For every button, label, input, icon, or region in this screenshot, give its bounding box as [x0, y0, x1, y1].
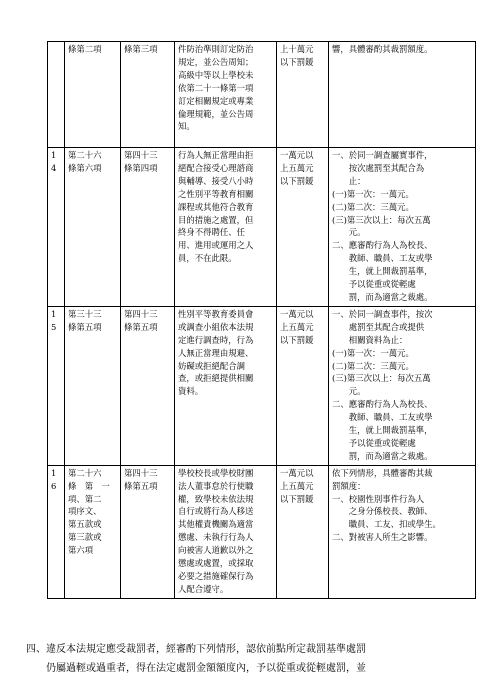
- violation-article-cell: 條第二項: [65, 42, 121, 148]
- penalty-article-cell: 條第三項: [121, 42, 175, 148]
- violation-article-cell: 第二十六 條 第 一 項、第二 項序文、 第五款或 第三款或 第六項: [65, 465, 121, 598]
- violation-behavior-cell: 性別平等教育委員會 或調查小組依本法規 定進行調查時，行為 人無正當理由規避、 妨礙或拒絕配合調 查，或拒絕提供相關 資料。: [175, 306, 277, 465]
- row-number: 15: [48, 306, 65, 465]
- penalty-standard-cell: 一、於同一調查事件，按次 處罰至其配合或提供 相關資料為止： (一)第一次：一萬元。 (二)第二次：三萬元。 (三)第三次以上：每次五萬 元。 二、應審酌行為人為校長、 教師、職員、工友或學 生，就上開裁罰基準， 予以從重或從輕處 罰，而為適當之裁處。: [329, 306, 476, 465]
- table-row: [48, 306, 476, 465]
- penalty-article-cell: 第四十三 條第五項: [121, 306, 175, 465]
- table-row: [48, 42, 476, 148]
- violation-article-cell: 第三十三 條第五項: [65, 306, 121, 465]
- violation-behavior-cell: 學校校長或學校財團 法人董事怠於行使職 權，致學校未依法規 自行或將行為人移送 其他權責機關為適當 懲處、未執行行為人 向被害人道歉以外之 懲處或處置，或採取 必要之措施確保行為 人配合遵守。: [175, 465, 277, 598]
- fine-range-cell: 上十萬元 以下罰鍰: [277, 42, 329, 148]
- paragraph-line: 四、違反本法規定應受裁罰者，經審酌下列情形，認依前點所定裁罰基準處罰: [26, 644, 366, 655]
- fine-range-cell: 一萬元以 上五萬元 以下罰鍰: [277, 306, 329, 465]
- penalty-standard-cell: 依下列情形，具體審酌其裁 罰額度： 一、校園性別事件行為人 之身分係校長、教師、 職員、工友、扣或學生。 二、對被害人所生之影響。: [329, 465, 476, 598]
- table-row: [48, 465, 476, 598]
- row-number: 14: [48, 148, 65, 307]
- penalty-standard-cell: 響，具體審酌其裁罰額度。: [329, 42, 476, 148]
- penalty-article-cell: 第四十三 條第五項: [121, 465, 175, 598]
- violation-article-cell: 第二十六 條第六項: [65, 148, 121, 307]
- row-number: 16: [48, 465, 65, 598]
- fine-range-cell: 一萬元以 上五萬元 以下罰鍰: [277, 465, 329, 598]
- penalty-article-cell: 第四十三 條第四項: [121, 148, 175, 307]
- penalty-standards-table: [47, 41, 476, 599]
- table-row: [48, 148, 476, 307]
- paragraph-line: 仍屬過輕或過重者，得在法定處罰金額額度內，予以從重或從輕處罰，並: [26, 663, 366, 674]
- row-number: [48, 42, 65, 148]
- section-four-paragraph: [26, 640, 476, 678]
- fine-range-cell: 一萬元以 上五萬元 以下罰鍰: [277, 148, 329, 307]
- penalty-standard-cell: 一、於同一調查屬實事件， 按次處罰至其配合為 止： (一)第一次：一萬元。 (二)第二次：三萬元。 (三)第三次以上：每次五萬 元。 二、應審酌行為人為校長、 教師、職員、工友或學 生，就上開裁罰基準， 予以從重或從輕處 罰，而為適當之裁處。: [329, 148, 476, 307]
- violation-behavior-cell: 件防治準則訂定防治 規定，並公告周知； 高級中等以上學校未 依第二十一條第一項 訂定相關規定或專業 倫理規範，並公告周 知。: [175, 42, 277, 148]
- violation-behavior-cell: 行為人無正當理由拒 絕配合接受心理諮商 與輔導、接受八小時 之性別平等教育相關 課程或其他符合教育 目的措施之處置，但 終身不得聘任、任 用、進用或運用之人 員，不在此限。: [175, 148, 277, 307]
